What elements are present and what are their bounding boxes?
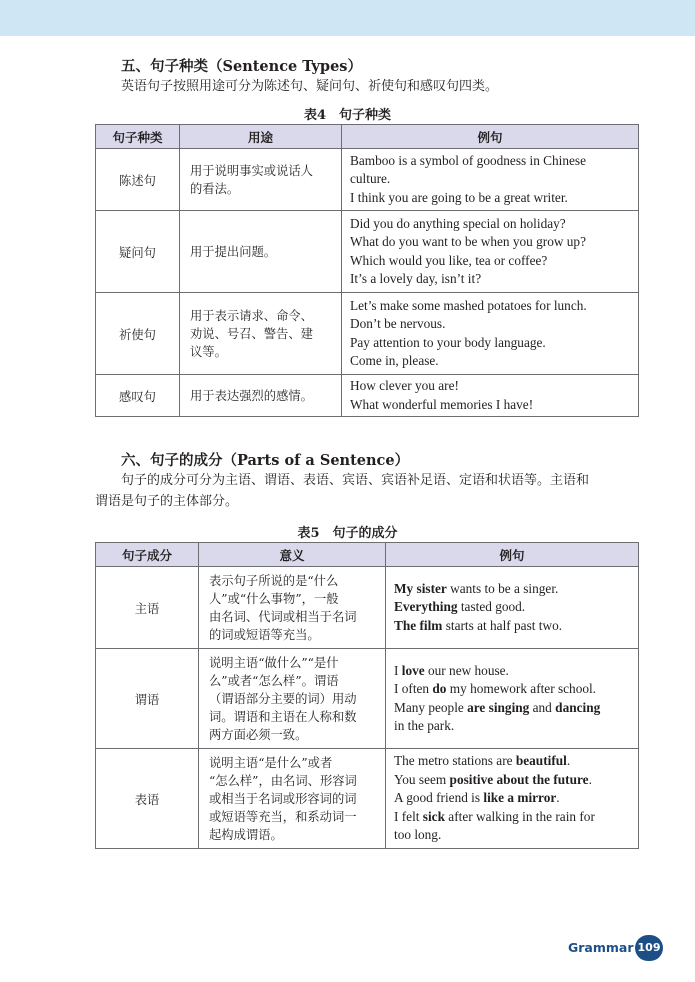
- highlighted-phrase: dancing: [555, 699, 601, 715]
- example-line: [394, 752, 630, 771]
- highlighted-phrase: are singing: [467, 699, 530, 715]
- cell-line: What wonderful memories I have!: [350, 396, 534, 412]
- example-cell: [386, 749, 639, 849]
- cell-line: “怎么样”，由名词、形容词: [209, 773, 357, 788]
- highlighted-phrase: My sister: [394, 580, 447, 596]
- cell-line: 说明主语“是什么”或者: [209, 755, 333, 770]
- example-line: [394, 662, 630, 681]
- usage-cell: [180, 375, 342, 417]
- highlighted-phrase: do: [432, 681, 447, 696]
- cell-line: Which would you like, tea or coffee?: [350, 252, 548, 268]
- cell-line: 用于提出问题。: [190, 244, 277, 259]
- cell-line: Bamboo is a symbol of goodness in Chinese: [350, 152, 587, 168]
- table-header-cell: 句子种类: [96, 125, 180, 149]
- cell-line: 么”或者“怎么样”。谓语: [209, 673, 339, 688]
- section-6-intro-line: 句子的成分可分为主语、谓语、表语、宾语、宾语补足语、定语和状语等。主语和: [121, 473, 590, 488]
- example-text: and: [529, 699, 556, 715]
- sentence-type-cell: 疑问句: [96, 211, 180, 293]
- example-text: I: [394, 662, 402, 678]
- sentence-type-cell: 祈使句: [96, 293, 180, 375]
- cell-line: Did you do anything special on holiday?: [350, 215, 566, 231]
- table-row: [96, 649, 639, 749]
- example-line: [394, 699, 630, 718]
- example-text: .: [566, 753, 571, 769]
- section-6-intro-line: 谓语是句子的主体部分。: [95, 494, 239, 509]
- example-text: I felt: [394, 808, 423, 824]
- example-text: A good friend is: [394, 790, 484, 806]
- table-header-cell: 用途: [180, 125, 342, 149]
- table-4-caption: 表4 句子种类: [303, 108, 392, 123]
- table-header-cell: 句子成分: [96, 543, 199, 567]
- example-text: .: [556, 790, 560, 806]
- cell-line: 起构成谓语。: [209, 827, 283, 842]
- example-text: my homework after school.: [446, 681, 597, 696]
- cell-line: 的看法。: [190, 181, 240, 196]
- usage-cell: [180, 293, 342, 375]
- example-text: too long.: [394, 827, 442, 843]
- table-5-header-row: [96, 543, 639, 567]
- cell-line: 或相当于名词或形容词的词: [209, 791, 357, 806]
- cell-line: It’s a lovely day, isn’t it?: [350, 271, 482, 286]
- cell-line: 议等。: [190, 344, 227, 359]
- cell-line: Let’s make some mashed potatoes for lunch.: [350, 297, 587, 313]
- example-cell: [342, 375, 639, 417]
- table-5: [95, 542, 639, 849]
- example-text: tasted good.: [457, 599, 526, 615]
- table-header-cell: 意义: [199, 543, 386, 567]
- table-header-cell: 例句: [342, 125, 639, 149]
- page-number-badge: 109: [635, 935, 663, 961]
- cell-line: 用于说明事实或说话人: [190, 163, 313, 178]
- usage-cell: [180, 211, 342, 293]
- example-line: [394, 680, 630, 699]
- footer-section-label: Grammar: [568, 940, 634, 955]
- table-row: [96, 149, 639, 211]
- example-line: [394, 617, 630, 636]
- cell-line: Pay attention to your body language.: [350, 334, 546, 350]
- table-row: [96, 375, 639, 417]
- cell-line: culture.: [350, 171, 391, 187]
- sentence-type-cell: 感叹句: [96, 375, 180, 417]
- cell-line: Don’t be nervous.: [350, 316, 446, 331]
- cell-line: 词。谓语和主语在人称和数: [209, 709, 357, 724]
- example-line: [394, 598, 630, 617]
- table-row: [96, 749, 639, 849]
- example-text: starts at half past two.: [442, 617, 563, 633]
- example-cell: [342, 211, 639, 293]
- cell-line: （谓语部分主要的词）用动: [209, 691, 357, 706]
- cell-line: How clever you are!: [350, 378, 459, 393]
- meaning-cell: [199, 567, 386, 649]
- example-line: [394, 826, 630, 845]
- sentence-type-cell: 陈述句: [96, 149, 180, 211]
- section-5-intro: 英语句子按照用途可分为陈述句、疑问句、祈使句和感叹句四类。: [121, 79, 499, 94]
- cell-line: 由名词、代词或相当于名词: [209, 609, 357, 624]
- cell-line: 用于表达强烈的感情。: [190, 388, 313, 403]
- example-text: in the park.: [394, 718, 455, 733]
- highlighted-phrase: positive about the future: [449, 771, 589, 787]
- section-5-title: 五、句子种类（Sentence Types）: [121, 58, 362, 75]
- example-line: [394, 717, 630, 736]
- highlighted-phrase: love: [401, 662, 425, 678]
- example-text: after walking in the rain for: [444, 808, 595, 824]
- table-row: [96, 211, 639, 293]
- example-cell: [386, 567, 639, 649]
- example-text: You seem: [394, 771, 450, 787]
- table-5-caption: 表5 句子的成分: [297, 526, 398, 541]
- table-row: [96, 293, 639, 375]
- cell-line: 的词或短语等充当。: [209, 627, 320, 642]
- table-row: [96, 567, 639, 649]
- example-line: [394, 789, 630, 808]
- table-4-header-row: [96, 125, 639, 149]
- highlighted-phrase: like a mirror: [483, 790, 557, 806]
- sentence-part-cell: 主语: [96, 567, 199, 649]
- example-text: wants to be a singer.: [446, 580, 559, 596]
- example-text: The metro stations are: [394, 753, 516, 769]
- usage-cell: [180, 149, 342, 211]
- meaning-cell: [199, 749, 386, 849]
- example-cell: [386, 649, 639, 749]
- cell-line: 劝说、号召、警告、建: [190, 326, 313, 341]
- highlighted-phrase: beautiful: [515, 753, 567, 769]
- section-6-title: 六、句子的成分（Parts of a Sentence）: [121, 452, 410, 469]
- example-text: our new house.: [424, 662, 509, 678]
- cell-line: 表示句子所说的是“什么: [209, 573, 339, 588]
- sentence-part-cell: 谓语: [96, 649, 199, 749]
- section-6-intro: [95, 470, 640, 512]
- example-text: Many people: [394, 699, 468, 715]
- cell-line: 人”或“什么事物”，一般: [209, 591, 339, 606]
- meaning-cell: [199, 649, 386, 749]
- cell-line: 说明主语“做什么”“是什: [209, 655, 339, 670]
- table-4: [95, 124, 639, 417]
- table-header-cell: 例句: [386, 543, 639, 567]
- top-band: [0, 0, 695, 36]
- example-text: .: [588, 771, 592, 787]
- cell-line: What do you want to be when you grow up?: [350, 234, 586, 249]
- example-line: [394, 580, 630, 599]
- cell-line: I think you are going to be a great writer.: [350, 189, 568, 205]
- cell-line: Come in, please.: [350, 353, 439, 368]
- highlighted-phrase: Everything: [394, 599, 458, 615]
- example-cell: [342, 149, 639, 211]
- cell-line: 用于表示请求、命令、: [190, 308, 313, 323]
- cell-line: 两方面必须一致。: [209, 727, 308, 742]
- highlighted-phrase: The film: [394, 617, 443, 633]
- example-line: [394, 808, 630, 827]
- example-text: I often: [394, 681, 433, 696]
- cell-line: 或短语等充当，和系动词一: [209, 809, 357, 824]
- example-cell: [342, 293, 639, 375]
- highlighted-phrase: sick: [422, 808, 445, 824]
- example-line: [394, 771, 630, 790]
- sentence-part-cell: 表语: [96, 749, 199, 849]
